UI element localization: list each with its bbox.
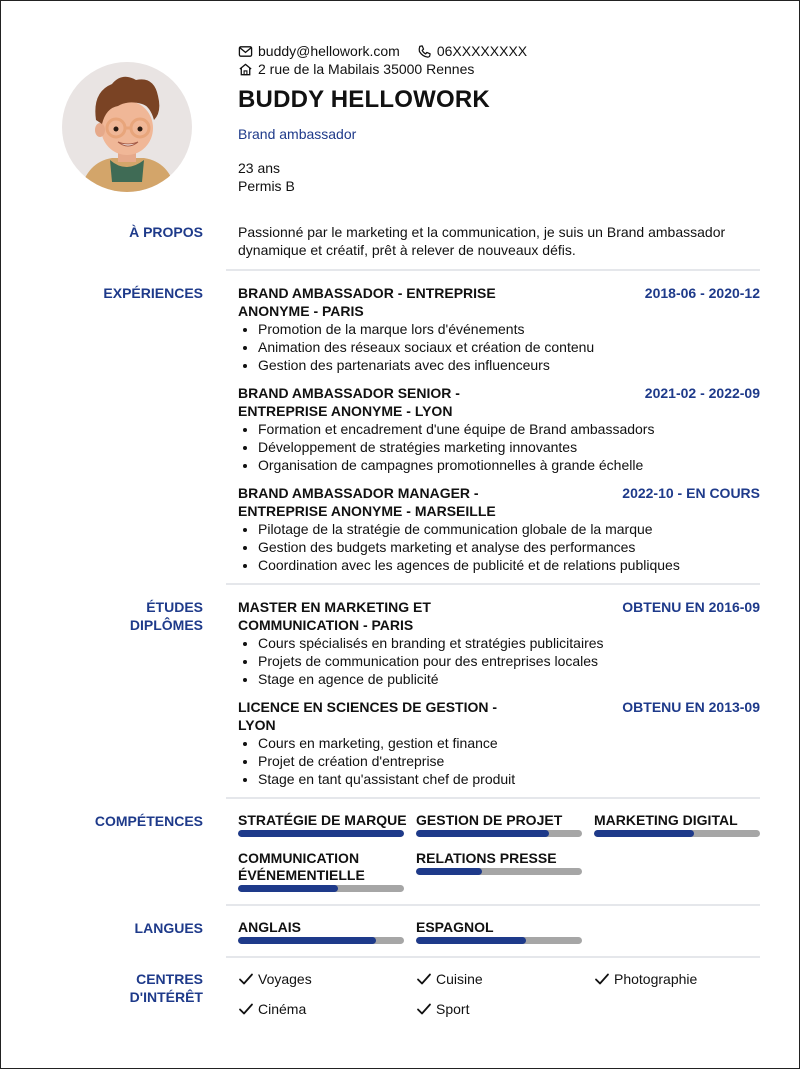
section-label-line: CENTRES <box>136 971 203 987</box>
interest-item <box>594 970 697 988</box>
skill-item <box>416 850 582 875</box>
experience-entry <box>238 484 760 574</box>
entry-bullets <box>238 634 760 688</box>
skill-name: GESTION DE PROJET <box>416 812 563 828</box>
candidate-name: BUDDY HELLOWORK <box>238 86 490 113</box>
skill-name: MARKETING DIGITAL <box>594 812 738 828</box>
entry-title: LICENCE EN SCIENCES DE GESTION - LYON <box>238 699 498 733</box>
entry-bullets <box>238 420 760 474</box>
section-divider <box>226 904 760 906</box>
skill-bar <box>416 830 582 837</box>
skill-bar-fill <box>416 868 482 875</box>
entry-title: MASTER EN MARKETING ET COMMUNICATION - PARIS <box>238 599 431 633</box>
section-label-line: ÉTUDES <box>146 599 203 615</box>
bullet-item: • Développement de stratégies marketing innovantes <box>258 438 760 456</box>
skill-bar-fill <box>238 830 404 837</box>
interest-label: Sport <box>436 1001 470 1017</box>
skill-bar-fill <box>416 830 549 837</box>
entry-date: 2021-02 - 2022-09 <box>644 385 760 401</box>
entry-bullets <box>238 734 760 788</box>
interest-item <box>238 1000 306 1018</box>
envelope-icon <box>238 44 253 59</box>
education-entry <box>238 598 760 688</box>
entry-date: 2018-06 - 2020-12 <box>644 285 760 301</box>
skill-bar-fill <box>594 830 694 837</box>
bullet-item: • Animation des réseaux sociaux et création de contenu <box>258 338 760 356</box>
section-label-interests <box>130 970 203 1006</box>
section-label-languages: LANGUES <box>134 920 203 936</box>
section-label-skills: COMPÉTENCES <box>94 813 203 829</box>
skill-name: RELATIONS PRESSE <box>416 850 557 866</box>
language-bar-fill <box>416 937 526 944</box>
address-text: 2 rue de la Mabilais 35000 Rennes <box>258 61 475 77</box>
email-item[interactable] <box>238 43 400 59</box>
email-text: buddy@hellowork.com <box>258 43 400 59</box>
check-icon <box>594 971 610 987</box>
bullet-item: • Cours en marketing, gestion et finance <box>258 734 760 752</box>
bullet-item: • Organisation de campagnes promotionnelles à grande échelle <box>258 456 760 474</box>
experience-entry <box>238 384 760 474</box>
language-name: ANGLAIS <box>238 919 301 935</box>
bullet-item: • Cours spécialisés en branding et stratégies publicitaires <box>258 634 760 652</box>
language-item <box>416 919 582 944</box>
bullet-item: • Gestion des budgets marketing et analyse des performances <box>258 538 760 556</box>
bullet-item: • Projets de communication pour des entreprises locales <box>258 652 760 670</box>
language-item <box>238 919 404 944</box>
section-label-education <box>130 598 203 634</box>
language-bar <box>238 937 404 944</box>
interest-label: Cinéma <box>258 1001 307 1017</box>
entry-bullets <box>238 320 760 374</box>
bullet-item: • Promotion de la marque lors d'événements <box>258 320 760 338</box>
interest-label: Photographie <box>614 971 698 987</box>
contact-line-1 <box>238 42 544 60</box>
bullet-item: • Projet de création d'entreprise <box>258 752 760 770</box>
check-icon <box>416 1001 432 1017</box>
interest-item <box>238 970 312 988</box>
address-item <box>238 61 474 77</box>
skill-bar <box>238 830 404 837</box>
entry-title: BRAND AMBASSADOR SENIOR - ENTREPRISE ANONYME - LYON <box>238 385 460 419</box>
section-label-line: DIPLÔMES <box>129 617 203 633</box>
skill-bar <box>594 830 760 837</box>
check-icon <box>238 971 254 987</box>
check-icon <box>416 971 432 987</box>
interest-label: Cuisine <box>436 971 483 987</box>
entry-date: 2022-10 - EN COURS <box>622 485 760 501</box>
section-divider <box>226 797 760 799</box>
section-label-line: D'INTÉRÊT <box>129 989 203 1005</box>
job-title: Brand ambassador <box>238 126 357 142</box>
section-label-about: À PROPOS <box>129 224 203 240</box>
age: 23 ans <box>238 160 281 176</box>
phone-icon <box>417 44 432 59</box>
bullet-item: • Stage en agence de publicité <box>258 670 760 688</box>
skill-bar-fill <box>238 885 338 892</box>
interest-item <box>416 970 483 988</box>
interest-label: Voyages <box>258 971 312 987</box>
skill-name: COMMUNICATION ÉVÉNEMENTIELLE <box>238 850 365 883</box>
interest-item <box>416 1000 469 1018</box>
entry-date: OBTENU EN 2013-09 <box>622 699 760 715</box>
language-name: ESPAGNOL <box>416 919 494 935</box>
avatar <box>62 62 192 192</box>
contact-info <box>238 42 544 78</box>
bullet-item: • Coordination avec les agences de publicité et de relations publiques <box>258 556 760 574</box>
entry-title: BRAND AMBASSADOR - ENTREPRISE ANONYME - PARIS <box>238 285 496 319</box>
language-bar <box>416 937 582 944</box>
skill-bar <box>238 885 404 892</box>
section-divider <box>226 956 760 958</box>
entry-title: BRAND AMBASSADOR MANAGER - ENTREPRISE ANONYME - MARSEILLE <box>238 485 496 519</box>
skill-item <box>238 850 404 892</box>
entry-bullets <box>238 520 760 574</box>
about-text: Passionné par le marketing et la communication, je suis un Brand ambassador dynamique et créatif, prêt à relever de nouveaux défis. <box>238 224 726 258</box>
skill-name: STRATÉGIE DE MARQUE <box>238 812 407 828</box>
education-entry <box>238 698 760 788</box>
driving-license: Permis B <box>238 178 295 194</box>
experience-entry <box>238 284 760 374</box>
contact-line-2 <box>238 60 544 78</box>
section-label-experience: EXPÉRIENCES <box>103 285 203 301</box>
skill-item <box>416 812 582 837</box>
avatar-illustration <box>62 62 192 192</box>
bullet-item: • Gestion des partenariats avec des influenceurs <box>258 356 760 374</box>
section-divider <box>226 583 760 585</box>
skill-item <box>594 812 760 837</box>
check-icon <box>238 1001 254 1017</box>
phone-item[interactable] <box>417 43 527 59</box>
language-bar-fill <box>238 937 376 944</box>
bullet-item: • Pilotage de la stratégie de communication globale de la marque <box>258 520 760 538</box>
section-divider <box>226 269 760 271</box>
bullet-item: • Formation et encadrement d'une équipe de Brand ambassadors <box>258 420 760 438</box>
entry-date: OBTENU EN 2016-09 <box>622 599 760 615</box>
personal-details <box>238 159 295 195</box>
skill-item <box>238 812 407 837</box>
bullet-item: • Stage en tant qu'assistant chef de produit <box>258 770 760 788</box>
phone-text: 06XXXXXXXX <box>436 43 528 59</box>
home-icon <box>238 62 253 77</box>
skill-bar <box>416 868 582 875</box>
